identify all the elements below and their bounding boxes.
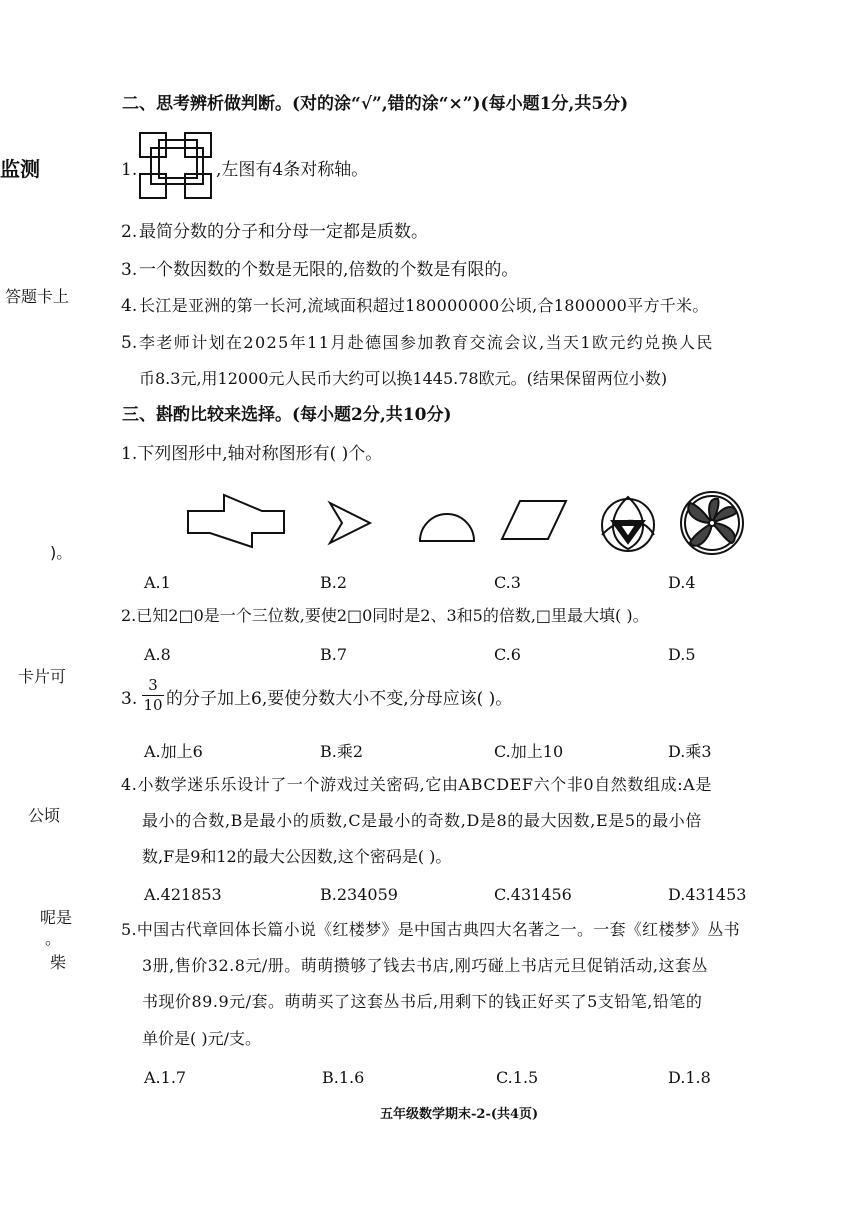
- s3-q4-line1: 4.小数学迷乐乐设计了一个游戏过关密码,它由ABCDEF六个非0自然数组成:A是: [121, 775, 712, 794]
- q5-option-a: A.1.7: [144, 1068, 187, 1087]
- s2-item3-text: 一个数因数的个数是无限的,倍数的个数是有限的。: [139, 260, 519, 280]
- margin-fragment-5: 公顷: [28, 806, 61, 825]
- s2-item5-text: 李老师计划在2025年11月赴德国参加教育交流会议,当天1欧元约兑换人民: [139, 333, 714, 352]
- shape-swirl-flower: [681, 492, 743, 554]
- s3-q5-line1: 5.中国古代章回体长篇小说《红楼梦》是中国古典四大名著之一。一套《红楼梦》丛书: [121, 920, 740, 939]
- s3-q3-text: 的分子加上6,要使分数大小不变,分母应该( )。: [166, 689, 513, 709]
- q3-fraction: [142, 678, 164, 713]
- q1-option-d: D.4: [668, 573, 696, 592]
- s3-q3-num: 3.: [121, 689, 138, 709]
- q5-option-c: C.1.5: [496, 1068, 539, 1087]
- q3-fraction-numerator: 3: [142, 678, 164, 696]
- q3-option-c: C.加上10: [494, 742, 564, 761]
- margin-fragment-2: 答题卡上: [5, 287, 70, 306]
- q1-option-a: A.1: [144, 573, 171, 592]
- s3-q5-line4: 单价是( )元/支。: [142, 1029, 261, 1048]
- q5-option-b: B.1.6: [322, 1068, 365, 1087]
- s2-item1-num: 1.: [121, 160, 138, 180]
- shape-triquetra: [602, 497, 654, 551]
- s2-item3-num: 3.: [121, 260, 138, 280]
- margin-fragment-6: 呢是: [40, 908, 73, 927]
- margin-fragment-7: 。: [45, 929, 62, 948]
- margin-fragment-8: 柴: [50, 953, 67, 972]
- s2-item5-text-line2: 币8.3元,用12000元人民币大约可以换1445.78欧元。(结果保留两位小数): [139, 369, 668, 388]
- q1-option-b: B.2: [320, 573, 348, 592]
- q3-option-a: A.加上6: [144, 742, 203, 761]
- s3-q4-line2: 最小的合数,B是最小的质数,C是最小的奇数,D是8的最大因数,E是5的最小倍: [142, 811, 703, 830]
- q1-option-c: C.3: [494, 573, 521, 592]
- q5-option-d: D.1.8: [668, 1068, 711, 1087]
- s2-item1-text: ,左图有4条对称轴。: [216, 160, 369, 180]
- margin-fragment-4: 卡片可: [18, 667, 67, 686]
- q4-option-a: A.421853: [144, 885, 222, 904]
- s3-q5-line3: 书现价89.9元/套。萌萌买了这套丛书后,用剩下的钱正好买了5支铅笔,铅笔的: [142, 992, 703, 1011]
- s2-item5-num: 5.: [121, 333, 138, 353]
- q3-option-d: D.乘3: [668, 742, 712, 761]
- q1-shapes-row: [180, 485, 780, 560]
- s2-item4-text: 长江是亚洲的第一长河,流域面积超过180000000公顷,合1800000平方千米。: [139, 296, 709, 315]
- s3-q1-text: 1.下列图形中,轴对称图形有( )个。: [121, 444, 383, 464]
- margin-fragment-3: )。: [50, 543, 73, 562]
- q2-option-c: C.6: [494, 645, 521, 664]
- s2-item2-text: 最简分数的分子和分母一定都是质数。: [139, 222, 428, 242]
- s3-q4-line3: 数,F是9和12的最大公因数,这个密码是( )。: [142, 847, 452, 866]
- q2-option-d: D.5: [668, 645, 696, 664]
- shape-zigzag: [188, 495, 284, 547]
- shape-arrowhead: [330, 503, 370, 543]
- s2-item2-num: 2.: [121, 222, 138, 242]
- page-footer: 五年级数学期末-2-(共4页): [380, 1107, 539, 1122]
- q3-fraction-denominator: 10: [143, 696, 163, 714]
- shape-parallelogram: [502, 501, 566, 539]
- s2-item4-num: 4.: [121, 296, 138, 316]
- q3-option-b: B.乘2: [320, 742, 364, 761]
- section2-heading: 二、思考辨析做判断。(对的涂“√”,错的涂“×”)(每小题1分,共5分): [122, 94, 629, 114]
- margin-fragment-1: 监测: [0, 157, 40, 181]
- section3-heading: 三、斟酌比较来选择。(每小题2分,共10分): [122, 405, 452, 425]
- q2-option-b: B.7: [320, 645, 348, 664]
- q4-option-b: B.234059: [320, 885, 398, 904]
- shape-semicircle: [420, 514, 474, 541]
- s3-q2-text: 2.已知2□0是一个三位数,要使2□0同时是2、3和5的倍数,□里最大填( )。: [121, 606, 649, 625]
- q2-option-a: A.8: [144, 645, 171, 664]
- square-pattern-figure: [137, 130, 217, 202]
- q4-option-d: D.431453: [668, 885, 747, 904]
- q4-option-c: C.431456: [494, 885, 572, 904]
- s3-q5-line2: 3册,售价32.8元/册。萌萌攒够了钱去书店,刚巧碰上书店元旦促销活动,这套丛: [142, 956, 708, 975]
